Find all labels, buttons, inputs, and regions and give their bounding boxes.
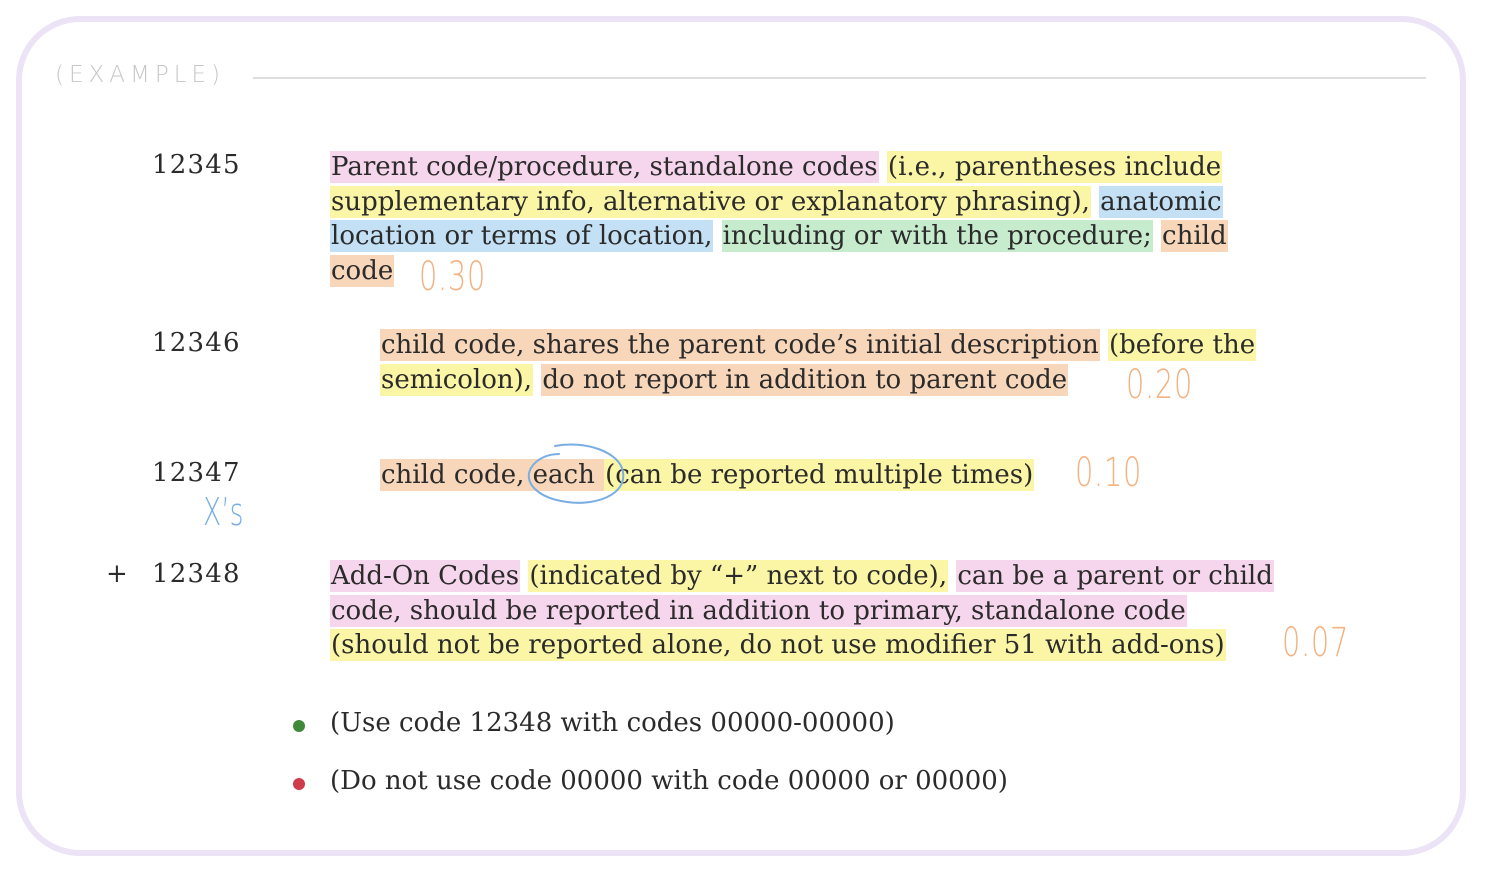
description-line [330, 594, 1274, 629]
highlight-blue: location or terms of location, [331, 221, 713, 251]
description-line [380, 328, 1256, 363]
highlight-orange: child code, shares the parent code’s initial description [381, 330, 1099, 360]
highlight-yellow: (should not be reported alone, do not use modifier 51 with add-ons) [331, 630, 1225, 660]
highlight-orange: child code, each [381, 460, 604, 490]
bullet-dot-red [293, 778, 305, 790]
code-number: 12346 [152, 328, 241, 358]
description-line [330, 150, 1228, 185]
handwritten-rvu-note: 0.30 [419, 254, 487, 300]
usage-note: (Do not use code 00000 with code 00000 or 00000) [330, 766, 1008, 796]
highlight-yellow: semicolon), [381, 364, 533, 395]
highlight-pink: code, should be reported in addition to primary, standalone code [331, 595, 1186, 626]
description-line [380, 458, 1034, 493]
code-description [380, 458, 1034, 493]
highlight-yellow: (i.e., parentheses include [887, 152, 1222, 182]
highlight-orange: code [331, 255, 394, 286]
description-line [330, 559, 1274, 594]
code-number: 12348 [152, 559, 241, 589]
highlight-pink: Parent code/procedure, standalone codes [331, 152, 878, 182]
usage-note: (Use code 12348 with codes 00000-00000) [330, 708, 895, 738]
text-gap [879, 152, 887, 182]
handwritten-rvu-note: 0.10 [1075, 450, 1143, 496]
text-gap [1091, 187, 1099, 217]
highlight-pink: can be a parent or child [957, 561, 1273, 591]
description-line [330, 185, 1228, 220]
code-description [330, 559, 1274, 663]
heading-divider [253, 77, 1426, 79]
description-line [330, 219, 1228, 254]
description-line [380, 363, 1256, 398]
handwritten-rvu-note: 0.07 [1282, 620, 1350, 666]
code-number: 12347 [152, 458, 241, 488]
bullet-dot-green [293, 720, 305, 732]
highlight-orange: child [1162, 221, 1227, 251]
add-on-plus-marker: + [106, 559, 128, 589]
handwritten-rvu-note: 0.20 [1126, 362, 1194, 408]
text-gap [713, 221, 721, 251]
highlight-pink: Add-On Codes [331, 561, 520, 591]
handwritten-margin-note: X’s [203, 490, 244, 534]
code-number: 12345 [152, 150, 241, 180]
highlight-yellow: (can be reported multiple times) [605, 460, 1034, 490]
highlight-orange: do not report in addition to parent code [542, 364, 1068, 395]
highlight-yellow: supplementary info, alternative or explanatory phrasing), [331, 186, 1090, 217]
highlight-yellow: (indicated by “+” next to code), [529, 561, 948, 591]
highlight-green: including or with the procedure; [722, 221, 1152, 251]
text-gap [1100, 330, 1108, 360]
text-gap [1153, 221, 1161, 251]
highlight-blue: anatomic [1100, 186, 1222, 217]
section-heading: (EXAMPLE) [55, 62, 226, 88]
code-description [380, 328, 1256, 397]
description-line [330, 628, 1274, 663]
highlight-yellow: (before the [1108, 330, 1256, 360]
